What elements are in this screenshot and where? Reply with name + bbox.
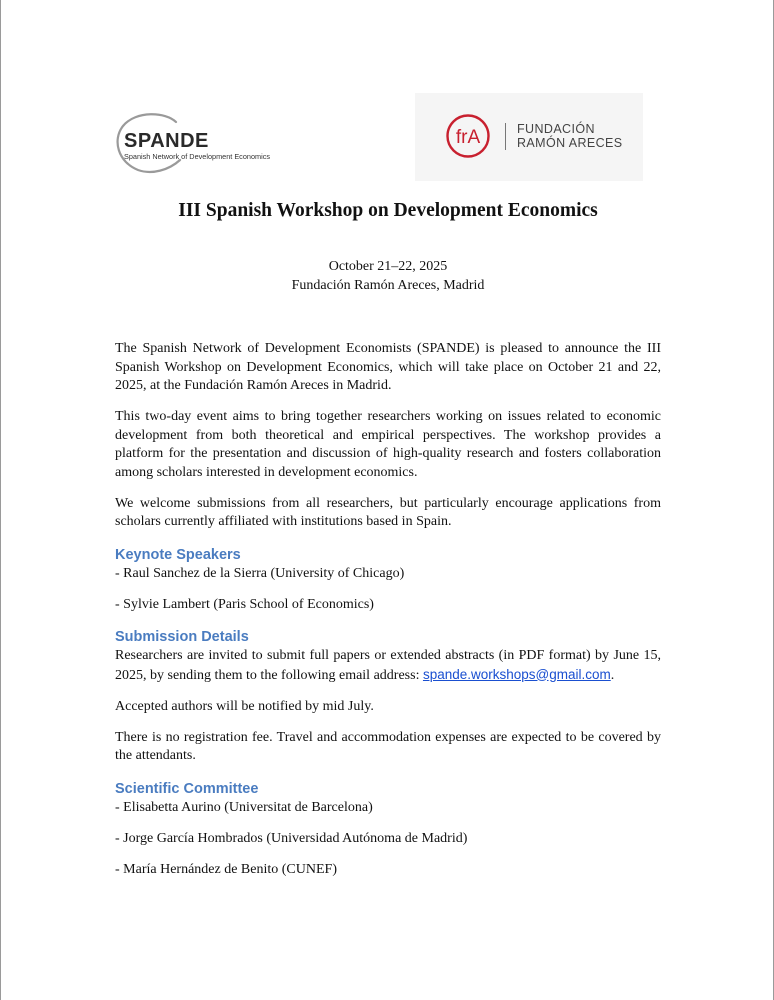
submission-paragraph-1 [115,647,661,685]
intro-paragraph-3: We welcome submissions from all researchers, but particularly encourage applications from scholars currently affiliated with institutions based in Spain. [115,495,661,529]
fra-divider [505,123,506,150]
committee-member-2: - Jorge García Hombrados (Universidad Autónoma de Madrid) [115,830,468,846]
submission-text: Researchers are invited to submit full papers or extended abstracts (in PDF format) by June 15, 2025, by sending them to the following email address: [115,648,661,683]
committee-member-3: - María Hernández de Benito (CUNEF) [115,861,337,877]
document-title: III Spanish Workshop on Development Economics [178,200,598,221]
keynote-speaker-2: - Sylvie Lambert (Paris School of Economics) [115,596,374,612]
submission-paragraph-3: There is no registration fee. Travel and accommodation expenses are expected to be covered by the attendants. [115,729,661,763]
fra-name-line1: FUNDACIÓN [517,122,595,136]
submission-email-link[interactable]: spande.workshops@gmail.com [422,666,611,682]
spande-subtitle: Spanish Network of Development Economics [124,152,271,161]
intro-paragraph-2: This two-day event aims to bring together researchers working on issues related to economic development from both theoretical and empirical perspectives. The workshop provides a platform for the presentation and discussion of high-quality research and fosters collaboration among scholars interested in development economics. [115,409,661,480]
committee-heading: Scientific Committee [115,780,259,797]
spande-logo [114,110,314,174]
submission-paragraph-2: Accepted authors will be notified by mid July. [115,698,374,714]
spande-name: SPANDE [124,130,209,152]
svg-text:frA: frA [455,127,481,148]
submission-heading: Submission Details [115,629,249,645]
event-date: October 21–22, 2025 [328,259,448,274]
fra-name-line2: RAMÓN ARECES [517,136,623,150]
event-venue: Fundación Ramón Areces, Madrid [291,278,485,293]
keynote-speaker-1: - Raul Sanchez de la Sierra (University of Chicago) [115,565,405,581]
submission-text-end: . [610,667,615,683]
fundacion-ramon-areces-logo [415,93,643,181]
fra-seal-icon [445,113,491,159]
committee-member-1: - Elisabetta Aurino (Universitat de Barcelona) [115,799,373,815]
keynote-heading: Keynote Speakers [115,546,241,563]
document-body [115,340,661,879]
intro-paragraph-1: The Spanish Network of Development Economists (SPANDE) is pleased to announce the III Spanish Workshop on Development Economics, which will take place on October 21 and 22, 2025, at the Fundación Ramón Areces in Madrid. [115,341,661,393]
